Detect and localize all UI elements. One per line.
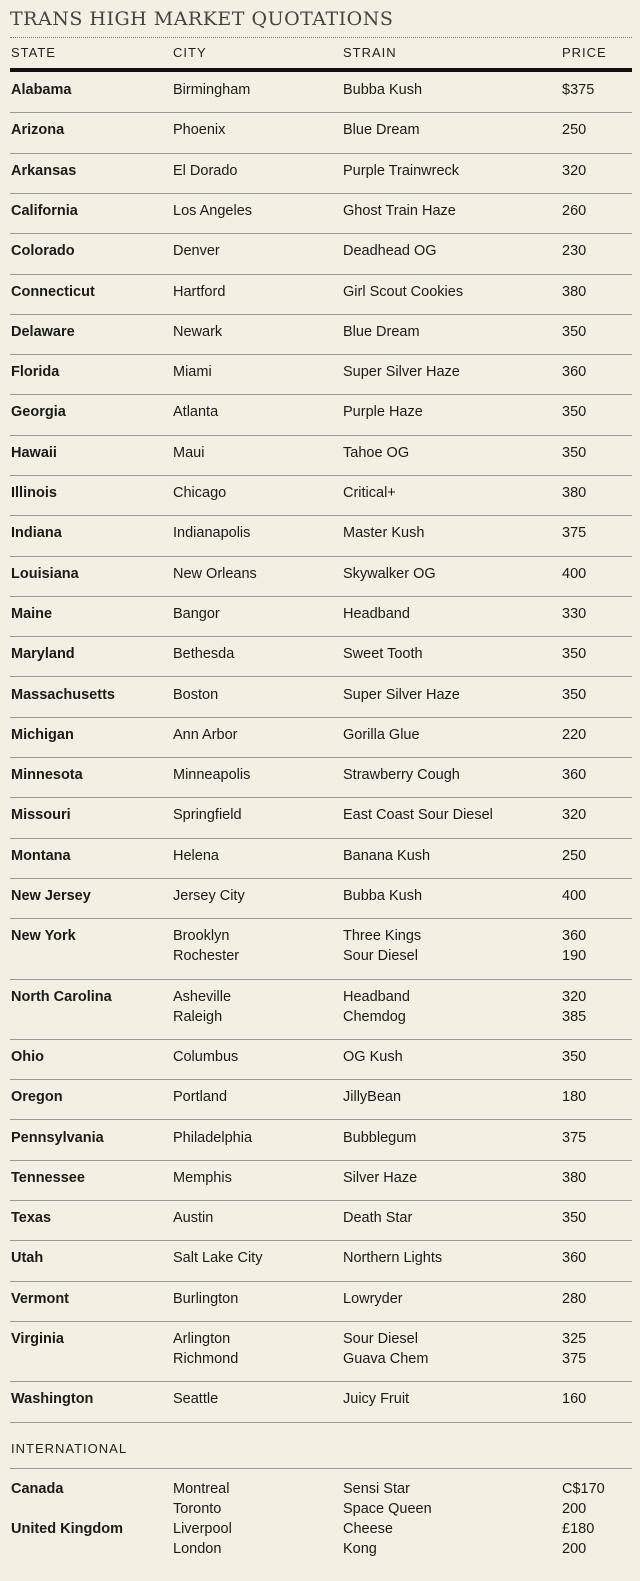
state-cell: Maryland	[11, 646, 75, 663]
row-line	[0, 948, 640, 968]
price-cell: 380	[562, 1169, 587, 1186]
row-line	[0, 445, 640, 465]
price-cell: 200	[562, 1541, 587, 1557]
price-cell: 350	[562, 1048, 587, 1065]
table-row	[0, 525, 640, 545]
price-cell: 250	[562, 122, 587, 139]
price-cell: 360	[562, 364, 587, 381]
row-line	[0, 485, 640, 505]
strain-cell: Silver Haze	[343, 1169, 418, 1186]
city-cell: Chicago	[173, 485, 227, 501]
price-cell: 400	[562, 888, 587, 904]
price-cell: 320	[562, 162, 587, 179]
state-cell: New York	[11, 928, 76, 945]
strain-cell: Strawberry Cough	[343, 767, 460, 784]
city-cell: Indianapolis	[173, 525, 251, 542]
city-cell: Brooklyn	[173, 928, 230, 945]
strain-cell: Purple Trainwreck	[343, 162, 460, 179]
row-divider	[10, 1381, 632, 1382]
city-cell: Arlington	[173, 1331, 231, 1347]
row-divider	[10, 878, 632, 879]
strain-cell: Death Star	[343, 1210, 413, 1227]
table-row	[0, 163, 640, 183]
price-cell: £180	[562, 1521, 595, 1537]
price-cell: 320	[562, 988, 587, 1005]
international-label: INTERNATIONAL	[11, 1441, 128, 1456]
state-cell: Montana	[11, 847, 71, 864]
strain-cell: Lowryder	[343, 1290, 403, 1307]
table-row	[0, 203, 640, 223]
row-line	[0, 1501, 640, 1521]
row-line	[0, 606, 640, 626]
state-cell: Virginia	[11, 1331, 64, 1347]
row-divider	[10, 515, 632, 516]
city-cell: Burlington	[173, 1290, 239, 1307]
city-cell: Bethesda	[173, 646, 235, 663]
table-row	[0, 646, 640, 666]
table-row	[0, 284, 640, 304]
strain-cell: Kong	[343, 1541, 377, 1557]
city-cell: Ann Arbor	[173, 726, 238, 743]
row-divider	[10, 1321, 632, 1322]
row-line	[0, 203, 640, 223]
table-row	[0, 1250, 640, 1270]
row-divider	[10, 274, 632, 275]
strain-cell: Purple Haze	[343, 404, 423, 421]
city-cell: Philadelphia	[173, 1129, 253, 1146]
state-cell: Massachusetts	[11, 686, 115, 703]
row-divider	[10, 636, 632, 637]
row-divider	[10, 1281, 632, 1282]
row-line	[0, 767, 640, 787]
row-divider	[10, 717, 632, 718]
row-line	[0, 727, 640, 747]
table-row	[0, 364, 640, 384]
row-divider	[10, 112, 632, 113]
price-cell: 360	[562, 767, 587, 784]
price-cell: C$170	[562, 1481, 605, 1497]
city-cell: Montreal	[173, 1481, 230, 1497]
table-row	[0, 807, 640, 827]
price-cell: 350	[562, 646, 587, 663]
state-cell: Illinois	[11, 485, 57, 501]
table-row	[0, 122, 640, 142]
price-cell: 350	[562, 444, 587, 461]
state-cell: New Jersey	[11, 888, 91, 904]
strain-cell: Skywalker OG	[343, 565, 436, 582]
header-strain: STRAIN	[343, 45, 397, 60]
city-cell: London	[173, 1541, 222, 1557]
row-line	[0, 1541, 640, 1561]
row-divider	[10, 1039, 632, 1040]
row-line	[0, 1391, 640, 1411]
price-cell: 160	[562, 1391, 587, 1408]
price-cell: 350	[562, 1210, 587, 1227]
price-cell: 260	[562, 202, 587, 219]
row-line	[0, 82, 640, 102]
row-divider	[10, 153, 632, 154]
city-cell: Richmond	[173, 1351, 239, 1367]
price-cell: 320	[562, 807, 587, 824]
state-cell: Washington	[11, 1391, 94, 1408]
row-line	[0, 324, 640, 344]
city-cell: Toronto	[173, 1501, 222, 1517]
city-cell: Seattle	[173, 1391, 219, 1408]
price-cell: 375	[562, 1129, 587, 1146]
price-cell: 180	[562, 1089, 587, 1106]
state-cell: Alabama	[11, 82, 72, 98]
row-line	[0, 888, 640, 908]
strain-cell: Sensi Star	[343, 1481, 410, 1497]
state-cell: Arkansas	[11, 162, 77, 179]
state-cell: United Kingdom	[11, 1521, 123, 1537]
city-cell: Maui	[173, 444, 205, 461]
city-cell: Hartford	[173, 283, 226, 300]
row-line	[0, 243, 640, 263]
strain-cell: Master Kush	[343, 525, 425, 542]
price-cell: 280	[562, 1290, 587, 1307]
price-cell: 380	[562, 485, 587, 501]
strain-cell: Sour Diesel	[343, 1331, 418, 1347]
city-cell: Atlanta	[173, 404, 219, 421]
row-line	[0, 989, 640, 1009]
price-cell: 350	[562, 404, 587, 421]
row-line	[0, 566, 640, 586]
table-row	[0, 1210, 640, 1230]
strain-cell: Cheese	[343, 1521, 393, 1537]
row-divider	[10, 314, 632, 315]
strain-cell: East Coast Sour Diesel	[343, 807, 493, 824]
state-cell: Maine	[11, 605, 53, 622]
table-row	[0, 1089, 640, 1109]
strain-cell: Blue Dream	[343, 122, 420, 139]
state-cell: Michigan	[11, 726, 74, 743]
table-row	[0, 1291, 640, 1311]
strain-cell: Super Silver Haze	[343, 686, 460, 703]
state-cell: Tennessee	[11, 1169, 85, 1186]
table-row	[0, 1331, 640, 1371]
row-divider	[10, 1200, 632, 1201]
strain-cell: Northern Lights	[343, 1250, 443, 1267]
strain-cell: Space Queen	[343, 1501, 432, 1517]
city-cell: Asheville	[173, 988, 232, 1005]
strain-cell: Juicy Fruit	[343, 1391, 410, 1408]
price-cell: 360	[562, 1250, 587, 1267]
row-line	[0, 687, 640, 707]
table-row	[0, 82, 640, 102]
row-line	[0, 1049, 640, 1069]
table-row	[0, 445, 640, 465]
state-cell: Georgia	[11, 404, 66, 421]
strain-cell: JillyBean	[343, 1089, 402, 1106]
row-line	[0, 1170, 640, 1190]
strain-cell: Girl Scout Cookies	[343, 283, 464, 300]
row-line	[0, 1210, 640, 1230]
city-cell: Phoenix	[173, 122, 226, 139]
row-divider	[10, 394, 632, 395]
city-cell: Bangor	[173, 605, 220, 622]
state-cell: California	[11, 202, 78, 219]
price-cell: $375	[562, 82, 595, 98]
row-line	[0, 1089, 640, 1109]
city-cell: Miami	[173, 364, 212, 381]
state-cell: Missouri	[11, 807, 71, 824]
price-cell: 350	[562, 686, 587, 703]
price-cell: 200	[562, 1501, 587, 1517]
table-row	[0, 928, 640, 968]
state-cell: Arizona	[11, 122, 65, 139]
table-row	[0, 566, 640, 586]
city-cell: El Dorado	[173, 162, 238, 179]
city-cell: Rochester	[173, 948, 240, 965]
strain-cell: Bubba Kush	[343, 82, 423, 98]
row-line	[0, 1250, 640, 1270]
city-cell: Memphis	[173, 1169, 232, 1186]
page-title: TRANS HIGH MARKET QUOTATIONS	[10, 8, 394, 30]
row-line	[0, 848, 640, 868]
state-cell: Vermont	[11, 1290, 70, 1307]
table-row	[0, 1049, 640, 1069]
state-cell: Texas	[11, 1210, 52, 1227]
row-divider	[10, 233, 632, 234]
price-cell: 380	[562, 283, 587, 300]
table-row	[0, 324, 640, 344]
table-row	[0, 1481, 640, 1521]
state-cell: Utah	[11, 1250, 44, 1267]
state-cell: Ohio	[11, 1048, 45, 1065]
state-cell: Florida	[11, 364, 60, 381]
strain-cell: Bubba Kush	[343, 888, 423, 904]
strain-cell: Headband	[343, 988, 410, 1005]
strain-cell: Sweet Tooth	[343, 646, 423, 663]
city-cell: Jersey City	[173, 888, 245, 904]
row-divider	[10, 596, 632, 597]
row-line	[0, 807, 640, 827]
row-divider	[10, 556, 632, 557]
row-line	[0, 122, 640, 142]
city-cell: Salt Lake City	[173, 1250, 263, 1267]
header-city: CITY	[173, 45, 207, 60]
table-row	[0, 727, 640, 747]
row-divider	[10, 918, 632, 919]
strain-cell: Blue Dream	[343, 323, 420, 340]
city-cell: Liverpool	[173, 1521, 232, 1537]
price-cell: 375	[562, 525, 587, 542]
price-cell: 190	[562, 948, 587, 965]
city-cell: Birmingham	[173, 82, 251, 98]
state-cell: Connecticut	[11, 283, 95, 300]
row-divider	[10, 757, 632, 758]
state-cell: Oregon	[11, 1089, 63, 1106]
title-dotted-rule	[10, 37, 632, 38]
row-line	[0, 1291, 640, 1311]
row-divider	[10, 676, 632, 677]
state-cell: Hawaii	[11, 444, 57, 461]
strain-cell: Super Silver Haze	[343, 364, 460, 381]
row-divider	[10, 797, 632, 798]
row-line	[0, 1331, 640, 1351]
price-cell: 360	[562, 928, 587, 945]
row-divider	[10, 838, 632, 839]
row-line	[0, 1481, 640, 1501]
state-cell: Pennsylvania	[11, 1129, 104, 1146]
row-line	[0, 525, 640, 545]
strain-cell: OG Kush	[343, 1048, 403, 1065]
row-divider	[10, 1240, 632, 1241]
row-divider	[10, 1119, 632, 1120]
strain-cell: Guava Chem	[343, 1351, 429, 1367]
table-row	[0, 848, 640, 868]
row-divider	[10, 435, 632, 436]
strain-cell: Gorilla Glue	[343, 726, 420, 743]
strain-cell: Bubblegum	[343, 1129, 417, 1146]
state-cell: Colorado	[11, 243, 75, 260]
row-line	[0, 404, 640, 424]
table-row	[0, 1170, 640, 1190]
city-cell: Austin	[173, 1210, 214, 1227]
city-cell: Newark	[173, 323, 223, 340]
row-line	[0, 364, 640, 384]
table-row	[0, 888, 640, 908]
state-cell: Indiana	[11, 525, 62, 542]
price-cell: 400	[562, 565, 587, 582]
row-line	[0, 163, 640, 183]
row-divider	[10, 354, 632, 355]
row-divider	[10, 1079, 632, 1080]
city-cell: Boston	[173, 686, 219, 703]
header-price: PRICE	[562, 45, 607, 60]
city-cell: Minneapolis	[173, 767, 251, 784]
city-cell: Raleigh	[173, 1008, 223, 1025]
row-divider	[10, 193, 632, 194]
city-cell: New Orleans	[173, 565, 257, 582]
strain-cell: Deadhead OG	[343, 243, 437, 260]
price-cell: 230	[562, 243, 587, 260]
table-row	[0, 989, 640, 1029]
table-row	[0, 485, 640, 505]
table-row	[0, 404, 640, 424]
table-row	[0, 687, 640, 707]
price-cell: 250	[562, 847, 587, 864]
price-cell: 350	[562, 323, 587, 340]
header-state: STATE	[11, 45, 56, 60]
row-divider	[10, 475, 632, 476]
row-line	[0, 928, 640, 948]
state-cell: Louisiana	[11, 565, 79, 582]
price-cell: 385	[562, 1008, 587, 1025]
price-cell: 330	[562, 605, 587, 622]
table-row	[0, 606, 640, 626]
table-header	[0, 45, 640, 65]
table-row	[0, 1391, 640, 1411]
city-cell: Denver	[173, 243, 220, 260]
table-row	[0, 1521, 640, 1561]
strain-cell: Banana Kush	[343, 847, 431, 864]
table-row	[0, 1130, 640, 1150]
price-cell: 375	[562, 1351, 587, 1367]
row-line	[0, 646, 640, 666]
strain-cell: Tahoe OG	[343, 444, 410, 461]
city-cell: Columbus	[173, 1048, 239, 1065]
strain-cell: Ghost Train Haze	[343, 202, 456, 219]
strain-cell: Critical+	[343, 485, 396, 501]
price-cell: 325	[562, 1331, 587, 1347]
row-line	[0, 1130, 640, 1150]
price-cell: 220	[562, 726, 587, 743]
state-cell: Delaware	[11, 323, 75, 340]
table-row	[0, 767, 640, 787]
row-divider	[10, 1422, 632, 1423]
strain-cell: Chemdog	[343, 1008, 406, 1025]
city-cell: Los Angeles	[173, 202, 253, 219]
row-divider	[10, 979, 632, 980]
strain-cell: Sour Diesel	[343, 948, 418, 965]
city-cell: Portland	[173, 1089, 228, 1106]
row-line	[0, 1009, 640, 1029]
state-cell: North Carolina	[11, 988, 112, 1005]
row-divider	[10, 1468, 632, 1469]
state-cell: Minnesota	[11, 767, 83, 784]
city-cell: Springfield	[173, 807, 242, 824]
row-line	[0, 284, 640, 304]
state-cell: Canada	[11, 1481, 64, 1497]
table-row	[0, 243, 640, 263]
strain-cell: Three Kings	[343, 928, 422, 945]
row-line	[0, 1521, 640, 1541]
city-cell: Helena	[173, 847, 219, 864]
row-divider	[10, 1160, 632, 1161]
header-rule	[10, 68, 632, 72]
strain-cell: Headband	[343, 605, 410, 622]
row-line	[0, 1351, 640, 1371]
